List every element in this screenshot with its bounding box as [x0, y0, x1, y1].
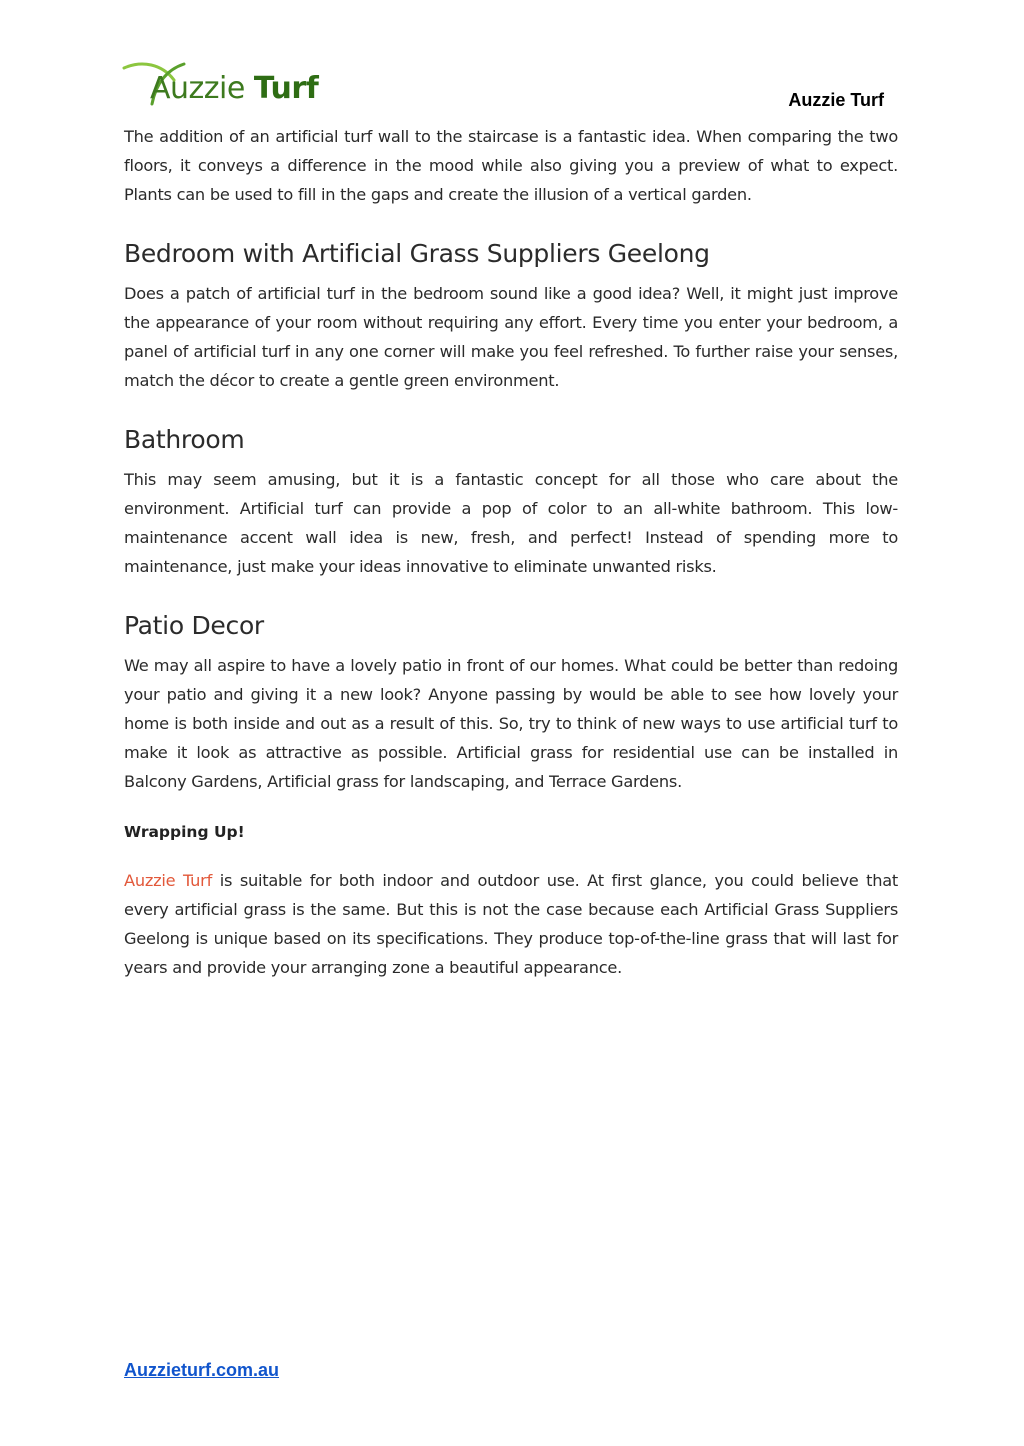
wrapping-paragraph	[124, 866, 898, 982]
patio-paragraph: We may all aspire to have a lovely patio in front of our homes. What could be better than redoing your patio and giving it a new look? Anyone passing by would be able to see how lovely your home is both inside and out as a result of this. So, try to think of new ways to use artificial turf to make it look as attractive as possible. Artificial grass for residential use can be installed in Balcony Gardens, Artificial grass for landscaping, and Terrace Gardens.	[124, 656, 898, 791]
intro-paragraph: The addition of an artificial turf wall to the staircase is a fantastic idea. When comparing the two floors, it conveys a difference in the mood while also giving you a preview of what to expect. Plants can be used to fill in the gaps and create the illusion of a vertical garden.	[124, 127, 898, 204]
wrapping-text: is suitable for both indoor and outdoor use. At first glance, you could believe that every artificial grass is the same. But this is not the case because each Artificial Grass Suppliers Geelong is unique based on its specifications. They produce top-of-the-line grass that will last for years and provide your arranging zone a beautiful appearance.	[124, 871, 898, 977]
footer-website-link[interactable]: Auzzieturf.com.au	[124, 1360, 280, 1380]
logo-word-turf: Turf	[253, 71, 319, 106]
logo-word-auzzie: Auzzie	[150, 71, 245, 106]
bedroom-paragraph: Does a patch of artificial turf in the bedroom sound like a good idea? Well, it might just improve the appearance of your room without requiring any effort. Every time you enter your bedroom, a panel of artificial turf in any one corner will make you feel refreshed. To further raise your senses, match the décor to create a gentle green environment.	[124, 284, 898, 390]
heading-wrapping-up: Wrapping Up!	[124, 823, 245, 841]
logo	[122, 58, 332, 114]
heading-bathroom: Bathroom	[124, 425, 245, 454]
heading-patio-decor: Patio Decor	[124, 611, 264, 640]
auzzie-turf-link[interactable]: Auzzie Turf	[124, 871, 213, 890]
document-body	[124, 122, 898, 982]
logo-text	[150, 71, 319, 106]
bathroom-paragraph: This may seem amusing, but it is a fantastic concept for all those who care about the environment. Artificial turf can provide a pop of color to an all-white bathroom. This low-maintenance accent wall idea is new, fresh, and perfect! Instead of spending more to maintenance, just make your ideas innovative to eliminate unwanted risks.	[124, 470, 898, 576]
heading-bedroom: Bedroom with Artificial Grass Suppliers Geelong	[124, 239, 710, 268]
header-brand: Auzzie Turf	[788, 90, 884, 110]
